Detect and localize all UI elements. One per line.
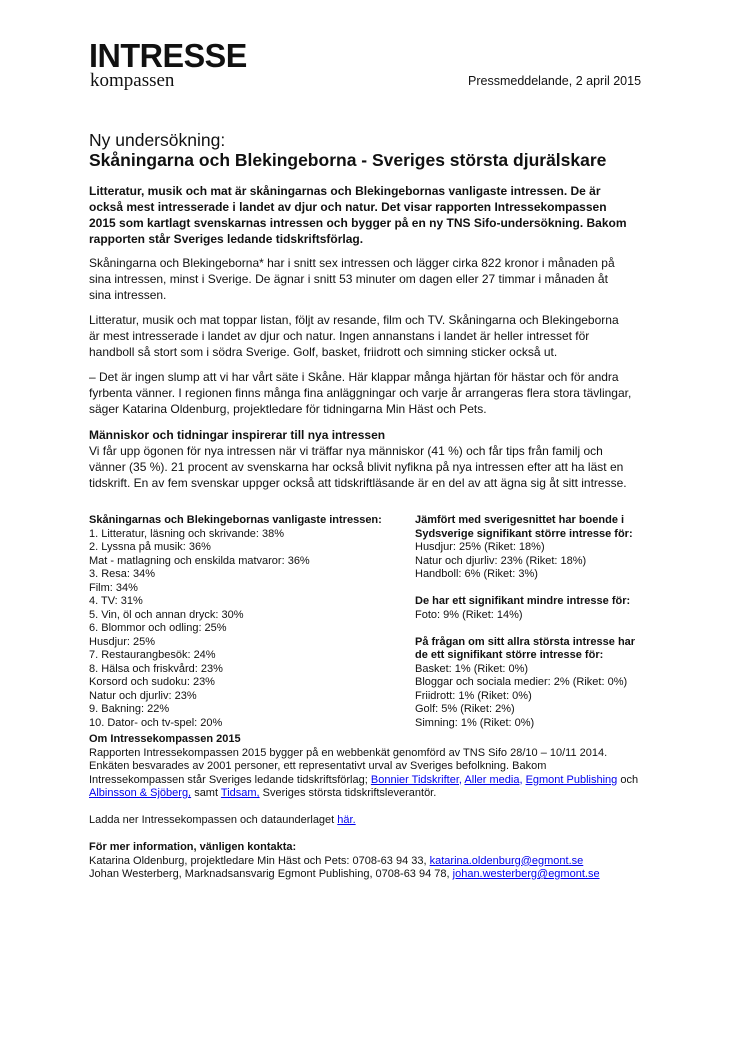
- list-item: Husdjur: 25% (Riket: 18%): [415, 541, 545, 553]
- list-item: 7. Restaurangbesök: 24%: [89, 649, 216, 661]
- interests-list: [89, 514, 409, 730]
- list-item: 6. Blommor och odling: 25%: [89, 622, 227, 634]
- contact-text: Katarina Oldenburg, projektledare Min Häst och Pets: 0708-63 94 33,: [89, 854, 427, 867]
- list-item: Golf: 5% (Riket: 2%): [415, 703, 515, 715]
- email-link-katarina[interactable]: katarina.oldenburg@egmont.se: [429, 854, 584, 867]
- paragraph-top-interests: [89, 312, 669, 360]
- headline-title: Skåningarna och Blekingeborna - Sveriges största djurälskare: [89, 150, 607, 170]
- comparison-heading: Sydsverige signifikant större intresse för:: [415, 527, 633, 540]
- paragraph-line: fyrbenta vänner. I regionen finns många fina anläggningar och varje år arrangeras flera stora tävlingar,: [89, 386, 632, 400]
- lead-line: också mest intresserade i landet av djur och natur. Det visar rapporten Intressekompassen: [89, 200, 607, 214]
- about-line: [89, 774, 679, 788]
- contact-block: [89, 841, 679, 882]
- interests-list-heading: Skåningarnas och Blekingebornas vanligaste intressen:: [89, 514, 382, 526]
- email-link-johan[interactable]: johan.westerberg@egmont.se: [452, 868, 600, 880]
- paragraph-spending: [89, 255, 669, 303]
- link-bonnier-tidskrifter[interactable]: Bonnier Tidskrifter,: [370, 773, 462, 786]
- list-item: 9. Bakning: 22%: [89, 703, 170, 715]
- contact-line: [89, 868, 679, 882]
- comparison-heading: De har ett signifikant mindre intresse för:: [415, 595, 631, 607]
- download-line: [89, 814, 679, 828]
- about-block: [89, 733, 679, 801]
- logo-wordmark-top: INTRESSE: [89, 37, 247, 74]
- list-item: Simning: 1% (Riket: 0%): [415, 716, 535, 729]
- about-text: Intressekompassen står Sveriges ledande tidskriftsförlag;: [89, 773, 368, 786]
- paragraph-line: – Det är ingen slump att vi har vårt säte i Skåne. Här klappar många hjärtan för hästar och för andra: [89, 370, 619, 384]
- paragraph-inspiration: [89, 427, 669, 491]
- paragraph-line: vänner (35 %). 21 procent av svenskarna har också blivit nyfikna på nya intressen efter att ha läst en: [89, 460, 624, 474]
- contact-heading: För mer information, vänligen kontakta:: [89, 841, 297, 853]
- download-text: Ladda ner Intressekompassen och dataunderlaget: [89, 814, 335, 826]
- link-tidsam[interactable]: Tidsam,: [220, 787, 260, 799]
- paragraph-line: är mest intresserade i landet av djur och natur. Ingen annanstans i landet är heller intresset för: [89, 329, 590, 343]
- list-item: 5. Vin, öl och annan dryck: 30%: [89, 608, 244, 621]
- link-aller-media[interactable]: Aller media,: [464, 773, 523, 786]
- lead-line: rapporten står Sveriges ledande tidskriftsförlag.: [89, 232, 364, 246]
- link-egmont-publishing[interactable]: Egmont Publishing: [525, 773, 618, 786]
- download-link[interactable]: här.: [337, 814, 356, 826]
- lead-line: Litteratur, musik och mat är skåningarnas och Blekingebornas vanligaste intressen. De är: [89, 184, 601, 198]
- spacer: [415, 622, 675, 636]
- about-text: samt: [194, 787, 219, 799]
- comparison-heading: de ett signifikant större intresse för:: [415, 649, 604, 661]
- about-line: Enkäten besvarades av 2001 personer, ett representativt urval av Sveriges befolkning. Bakom: [89, 760, 547, 772]
- list-item: 3. Resa: 34%: [89, 568, 156, 580]
- comparison-list: [415, 514, 675, 730]
- footer-section: [89, 733, 679, 882]
- about-heading: Om Intressekompassen 2015: [89, 733, 241, 745]
- paragraph-line: tidskrift. En av fem svenskar uppger också att tidskriftläsande är en del av att ägna sig åt sitt intresse.: [89, 476, 627, 490]
- contact-line: [89, 855, 679, 869]
- list-item: Mat - matlagning och enskilda matvaror: 36%: [89, 554, 310, 567]
- list-item: Husdjur: 25%: [89, 635, 156, 648]
- list-item: 4. TV: 31%: [89, 595, 143, 607]
- spacer: [415, 582, 675, 596]
- headline: [89, 130, 689, 170]
- about-text: och: [620, 773, 639, 786]
- about-line: Rapporten Intressekompassen 2015 bygger på en webbenkät genomförd av TNS Sifo 28/10 – 10/11 2014.: [89, 746, 608, 759]
- paragraph-line: Skåningarna och Blekingeborna* har i snitt sex intressen och lägger cirka 822 kronor i månaden på: [89, 256, 615, 270]
- contact-text: Johan Westerberg, Marknadsansvarig Egmont Publishing, 0708-63 94 78,: [89, 868, 450, 880]
- about-text: Sveriges största tidskriftsleverantör.: [262, 787, 437, 799]
- list-item: Friidrott: 1% (Riket: 0%): [415, 689, 532, 702]
- list-item: Basket: 1% (Riket: 0%): [415, 662, 529, 675]
- list-item: Handboll: 6% (Riket: 3%): [415, 568, 538, 580]
- section-subhead: Människor och tidningar inspirerar till nya intressen: [89, 428, 386, 442]
- paragraph-line: handboll så stort som i södra Sverige. Golf, basket, friidrott och simning sticker också ut.: [89, 345, 558, 359]
- list-item: 2. Lyssna på musik: 36%: [89, 541, 211, 553]
- list-item: Korsord och sudoku: 23%: [89, 676, 215, 688]
- list-item: Film: 34%: [89, 581, 138, 594]
- list-item: Foto: 9% (Riket: 14%): [415, 608, 523, 621]
- link-albinsson-sjoberg[interactable]: Albinsson & Sjöberg,: [89, 787, 192, 799]
- comparison-heading: På frågan om sitt allra största intresse har: [415, 635, 636, 648]
- list-item: 10. Dator- och tv-spel: 20%: [89, 716, 223, 729]
- paragraph-line: sina intressen, minst i Sverige. De ägnar i snitt 53 minuter om dagen eller 27 timmar i månaden åt: [89, 272, 608, 286]
- about-line: [89, 787, 679, 801]
- list-item: 8. Hälsa och friskvård: 23%: [89, 662, 223, 675]
- list-item: Natur och djurliv: 23% (Riket: 18%): [415, 554, 587, 567]
- comparison-heading: Jämfört med sverigesnittet har boende i: [415, 514, 625, 526]
- lead-paragraph: [89, 183, 669, 247]
- list-item: 1. Litteratur, läsning och skrivande: 38%: [89, 527, 285, 540]
- list-item: Natur och djurliv: 23%: [89, 689, 197, 702]
- list-item: Bloggar och sociala medier: 2% (Riket: 0%): [415, 676, 628, 688]
- intressekompassen-logo: [89, 37, 250, 91]
- paragraph-line: sina intressen.: [89, 288, 167, 302]
- press-release-date: Pressmeddelande, 2 april 2015: [468, 74, 642, 88]
- paragraph-line: Vi får upp ögonen för nya intressen när vi träffar nya människor (41 %) och får tips från familj och: [89, 444, 603, 458]
- paragraph-quote: [89, 369, 669, 417]
- headline-kicker: Ny undersökning:: [89, 130, 226, 150]
- paragraph-line: Litteratur, musik och mat toppar listan, följt av resande, film och TV. Skåningarna och Blekingeborna: [89, 313, 619, 327]
- lead-line: 2015 som kartlagt svenskarnas intressen och bygger på en ny TNS Sifo-undersökning. Bakom: [89, 216, 627, 230]
- paragraph-line: säger Katarina Oldenburg, projektledare för tidningarna Min Häst och Pets.: [89, 402, 487, 416]
- logo-wordmark-bottom: kompassen: [90, 70, 175, 91]
